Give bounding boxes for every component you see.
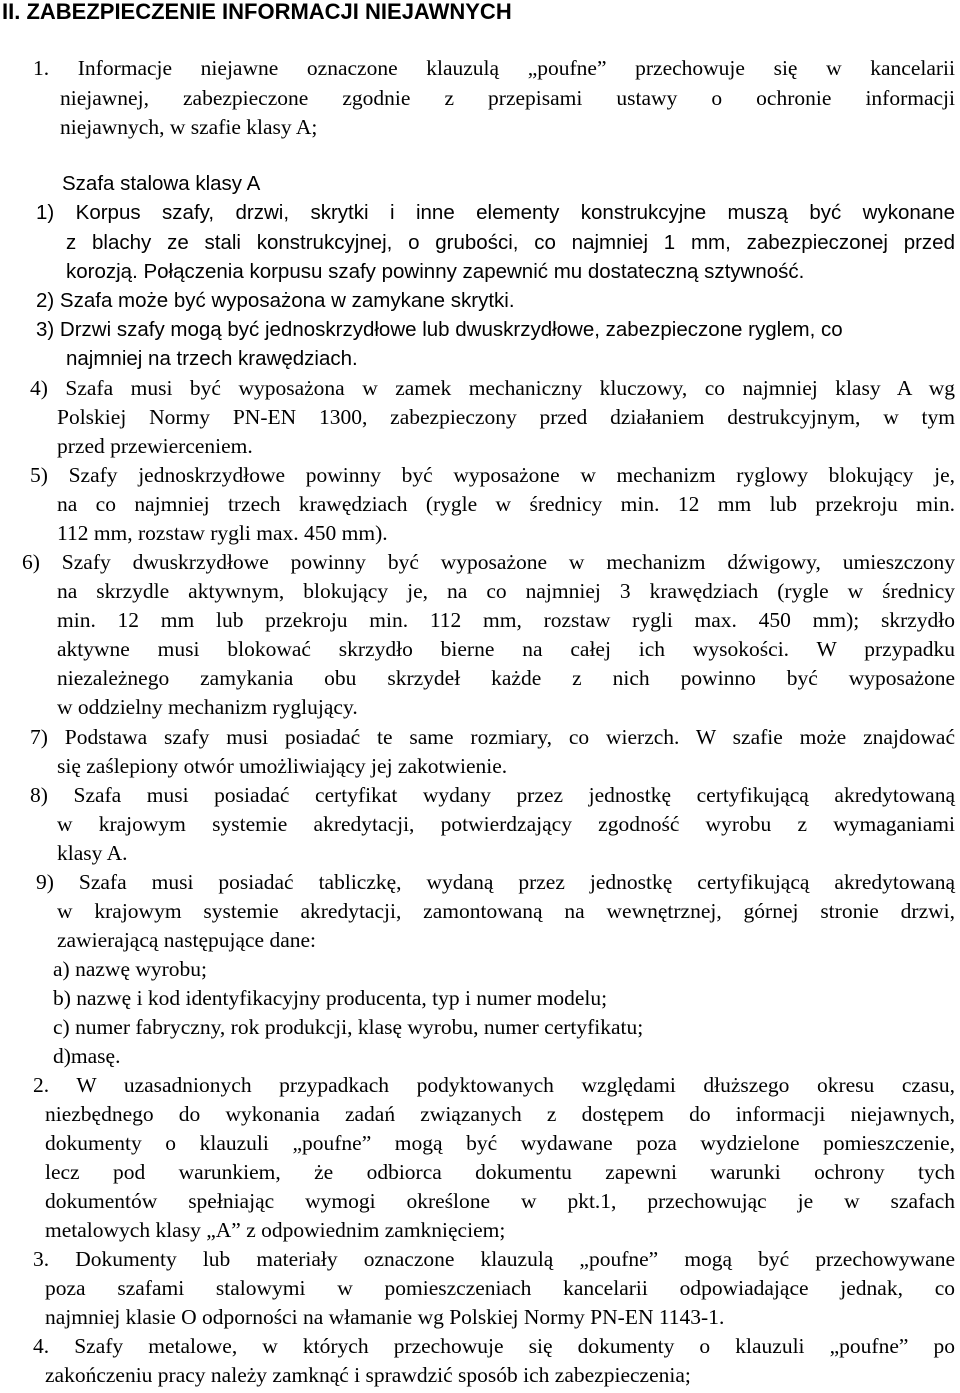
requirement-6-line: 6) Szafy dwuskrzydłowe powinny być wyposażone w mechanizm dźwigowy, umieszczony	[22, 550, 955, 574]
plate-item: a) nazwę wyrobu;	[53, 957, 208, 981]
point-2-line: lecz pod warunkiem, że odbiorca dokumentu zapewni warunki ochrony tych	[45, 1160, 955, 1184]
requirement-5-line: 112 mm, rozstaw rygli max. 450 mm).	[57, 521, 388, 545]
requirement-6-line: w oddzielny mechanizm ryglujący.	[57, 695, 358, 719]
plate-item: d)masę.	[53, 1044, 121, 1068]
requirement-7-line: się zaślepiony otwór umożliwiający jej zakotwienie.	[57, 754, 508, 778]
requirement-5-line: na co najmniej trzech krawędziach (rygle w średnicy min. 12 mm lub przekroju min.	[57, 492, 955, 516]
section-title: II. ZABEZPIECZENIE INFORMACJI NIEJAWNYCH	[2, 0, 512, 24]
requirement-8-line: klasy A.	[57, 841, 128, 865]
requirement-4-line: przed przewierceniem.	[57, 434, 253, 458]
cabinet-heading: Szafa stalowa klasy A	[62, 172, 261, 195]
requirement-9-line: 9) Szafa musi posiadać tabliczkę, wydaną przez jednostkę certyfikującą akredytowaną	[36, 870, 955, 894]
requirement-4-line: Polskiej Normy PN-EN 1300, zabezpieczony przed działaniem destrukcyjnym, w tym	[57, 405, 955, 429]
point-2-line: metalowych klasy „A” z odpowiednim zamknięciem;	[45, 1218, 506, 1242]
plate-item: c) numer fabryczny, rok produkcji, klasę wyrobu, numer certyfikatu;	[53, 1015, 644, 1039]
requirement-9-line: zawierającą następujące dane:	[57, 928, 317, 952]
point-1-line: niejawnej, zabezpieczone zgodnie z przepisami ustawy o ochronie informacji	[60, 86, 955, 110]
requirement-3-line: najmniej na trzech krawędziach.	[66, 347, 358, 370]
point-1-line: niejawnych, w szafie klasy A;	[60, 115, 318, 139]
requirement-4-line: 4) Szafa musi być wyposażona w zamek mechaniczny kluczowy, co najmniej klasy A wg	[30, 376, 955, 400]
requirement-6-line: min. 12 mm lub przekroju min. 112 mm, rozstaw rygli max. 450 mm); skrzydło	[57, 608, 955, 632]
point-2-line: niezbędnego do wykonania zadań związanych z dostępem do informacji niejawnych,	[45, 1102, 955, 1126]
point-3-line: najmniej klasie O odporności na włamanie wg Polskiej Normy PN-EN 1143-1.	[45, 1305, 725, 1329]
requirement-5-line: 5) Szafy jednoskrzydłowe powinny być wyposażone w mechanizm ryglowy blokujący je,	[30, 463, 955, 487]
requirement-7-line: 7) Podstawa szafy musi posiadać te same rozmiary, co wierzch. W szafie może znajdować	[30, 725, 955, 749]
requirement-1-line: 1) Korpus szafy, drzwi, skrytki i inne elementy konstrukcyjne muszą być wykonane	[36, 201, 955, 224]
requirement-3-line: 3) Drzwi szafy mogą być jednoskrzydłowe lub dwuskrzydłowe, zabezpieczone ryglem, co	[36, 318, 843, 341]
plate-item: b) nazwę i kod identyfikacyjny producenta, typ i numer modelu;	[53, 986, 608, 1010]
requirement-6-line: niezależnego zamykania obu skrzydeł każde z nich powinno być wyposażone	[57, 666, 955, 690]
point-3-line: poza szafami stalowymi w pomieszczeniach kancelarii odpowiadające jednak, co	[45, 1276, 955, 1300]
point-4-line: 4. Szafy metalowe, w których przechowuje się dokumenty o klauzuli „poufne” po	[33, 1334, 955, 1358]
requirement-8-line: 8) Szafa musi posiadać certyfikat wydany przez jednostkę certyfikującą akredytowaną	[30, 783, 955, 807]
requirement-6-line: aktywne musi blokować skrzydło bierne na całej ich wysokości. W przypadku	[57, 637, 955, 661]
requirement-9-line: w krajowym systemie akredytacji, zamontowaną na wewnętrznej, górnej stronie drzwi,	[57, 899, 955, 923]
point-2-line: 2. W uzasadnionych przypadkach podyktowanych względami dłuższego okresu czasu,	[33, 1073, 955, 1097]
requirement-8-line: w krajowym systemie akredytacji, potwierdzający zgodność wyrobu z wymaganiami	[57, 812, 955, 836]
requirement-1-line: korozją. Połączenia korpusu szafy powinny zapewnić mu dostateczną sztywność.	[66, 260, 805, 283]
point-1-line: 1. Informacje niejawne oznaczone klauzulą „poufne” przechowuje się w kancelarii	[33, 56, 955, 80]
point-4-line: zakończeniu pracy należy zamknąć i sprawdzić sposób ich zabezpieczenia;	[45, 1363, 691, 1387]
point-2-line: dokumenty o klauzuli „poufne” mogą być wydawane poza wydzielone pomieszczenie,	[45, 1131, 955, 1155]
requirement-1-line: z blachy ze stali konstrukcyjnej, o grubości, co najmniej 1 mm, zabezpieczonej przed	[66, 231, 955, 254]
point-2-line: dokumentów spełniając wymogi określone w pkt.1, przechowując je w szafach	[45, 1189, 955, 1213]
requirement-2: 2) Szafa może być wyposażona w zamykane skrytki.	[36, 289, 515, 312]
requirement-6-line: na skrzydle aktywnym, blokujący je, na co najmniej 3 krawędziach (rygle w średnicy	[57, 579, 955, 603]
point-3-line: 3. Dokumenty lub materiały oznaczone klauzulą „poufne” mogą być przechowywane	[33, 1247, 955, 1271]
